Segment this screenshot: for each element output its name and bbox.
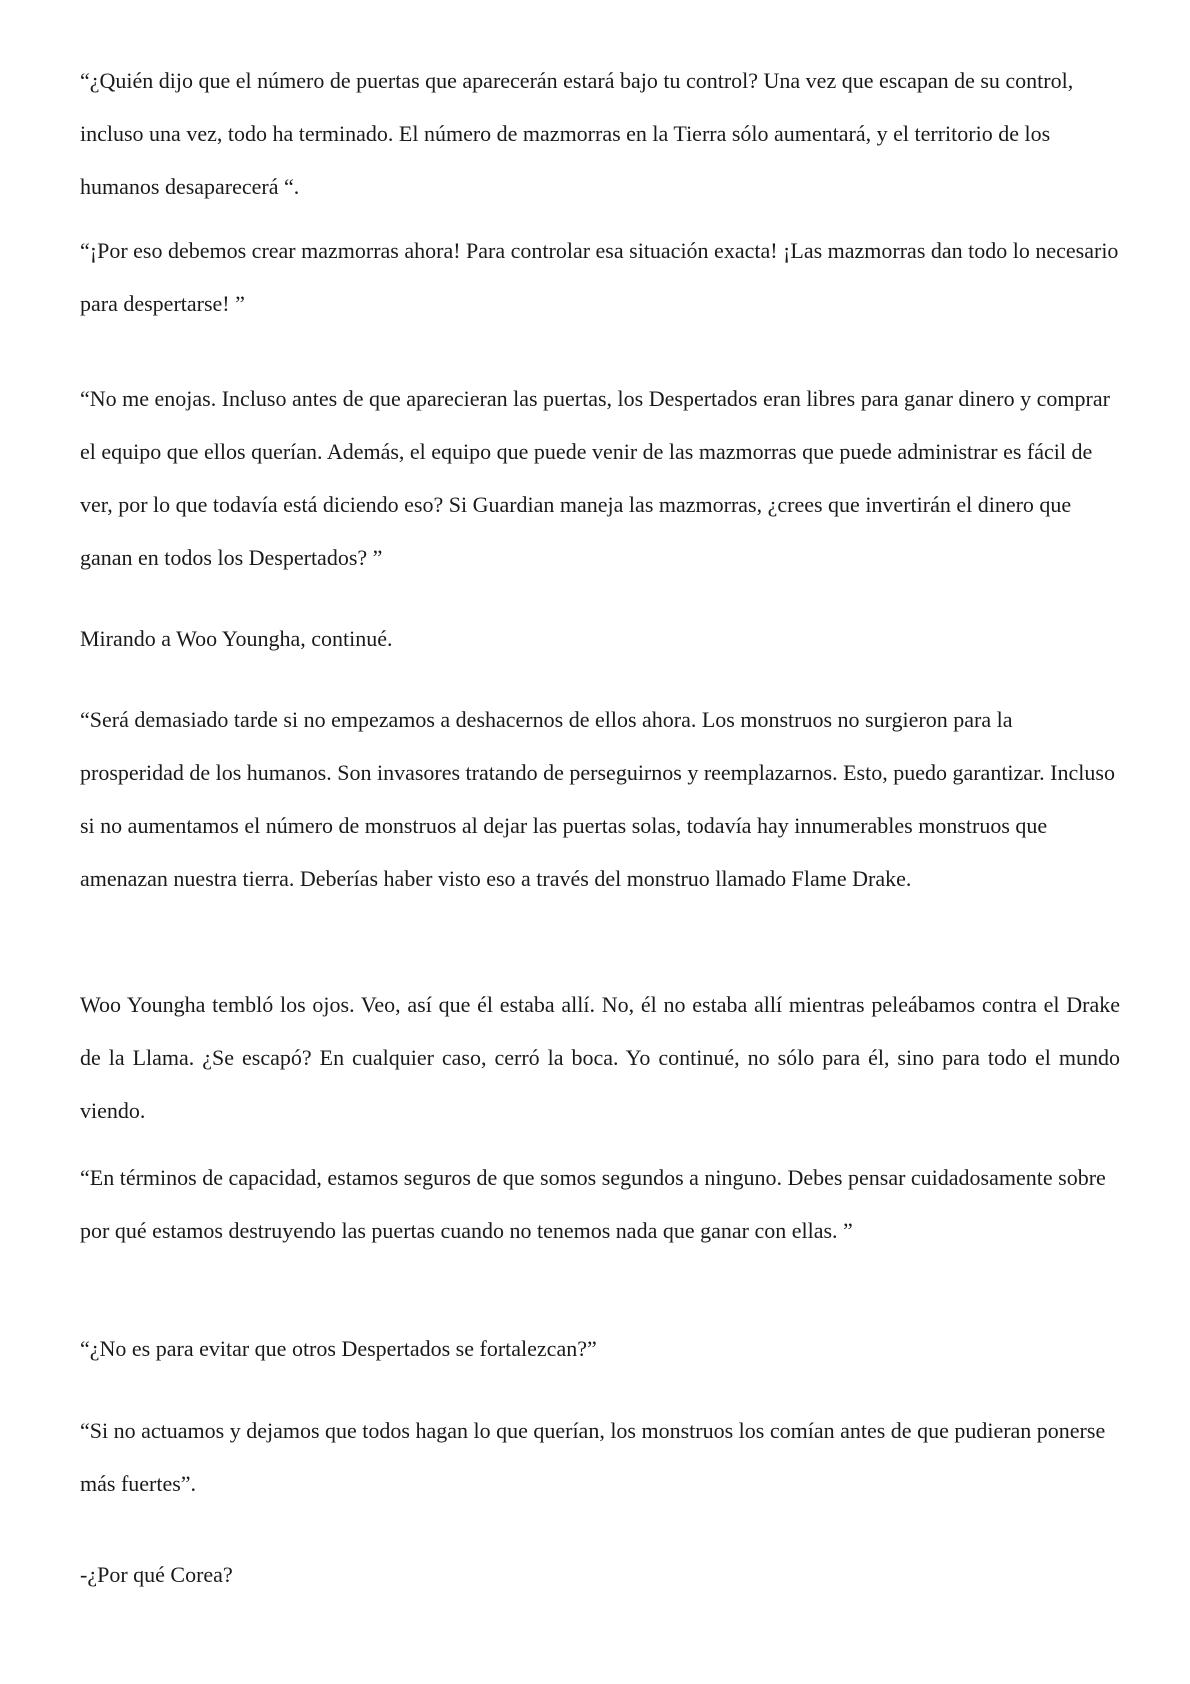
paragraph: “¡Por eso debemos crear mazmorras ahora! Para controlar esa situación exacta! ¡Las mazmorras dan todo lo necesario para despertarse! ” — [80, 238, 1119, 316]
paragraph: “Si no actuamos y dejamos que todos hagan lo que querían, los monstruos los comían antes de que pudieran ponerse más fuertes”. — [80, 1418, 1106, 1496]
paragraph: Woo Youngha tembló los ojos. Veo, así que él estaba allí. No, él no estaba allí mientras peleábamos contra el Drake de la Llama. ¿Se escapó? En cualquier caso, cerró la boca. Yo continué, no sólo para él, sino para todo el mundo viendo. — [80, 992, 1120, 1123]
paragraph: “En términos de capacidad, estamos seguros de que somos segundos a ninguno. Debes pensar cuidadosamente sobre por qué estamos destruyendo las puertas cuando no tenemos nada que ganar con ellas. ” — [80, 1165, 1106, 1243]
paragraph: Mirando a Woo Youngha, continué. — [80, 626, 393, 651]
paragraph: “¿Quién dijo que el número de puertas que aparecerán estará bajo tu control? Una vez que escapan de su control, incluso una vez, todo ha terminado. El número de mazmorras en la Tierra sólo aumentará, y el territorio de los humanos desaparecerá “. — [80, 68, 1074, 199]
paragraph: -¿Por qué Corea? — [80, 1562, 233, 1587]
paragraph: “No me enojas. Incluso antes de que aparecieran las puertas, los Despertados eran libres para ganar dinero y comprar el equipo que ellos querían. Además, el equipo que puede venir de las mazmorras que puede administrar es fácil de ver, por lo que todavía está diciendo eso? Si Guardian maneja las mazmorras, ¿crees que invertirán el dinero que ganan en todos los Despertados? ” — [80, 386, 1110, 570]
paragraph: “Será demasiado tarde si no empezamos a deshacernos de ellos ahora. Los monstruos no surgieron para la prosperidad de los humanos. Son invasores tratando de perseguirnos y reemplazarnos. Esto, puedo garantizar. Incluso si no aumentamos el número de monstruos al dejar las puertas solas, todavía hay innumerables monstruos que amenazan nuestra tierra. Deberías haber visto eso a través del monstruo llamado Flame Drake. — [80, 707, 1115, 891]
paragraph: “¿No es para evitar que otros Despertados se fortalezcan?” — [80, 1336, 597, 1361]
